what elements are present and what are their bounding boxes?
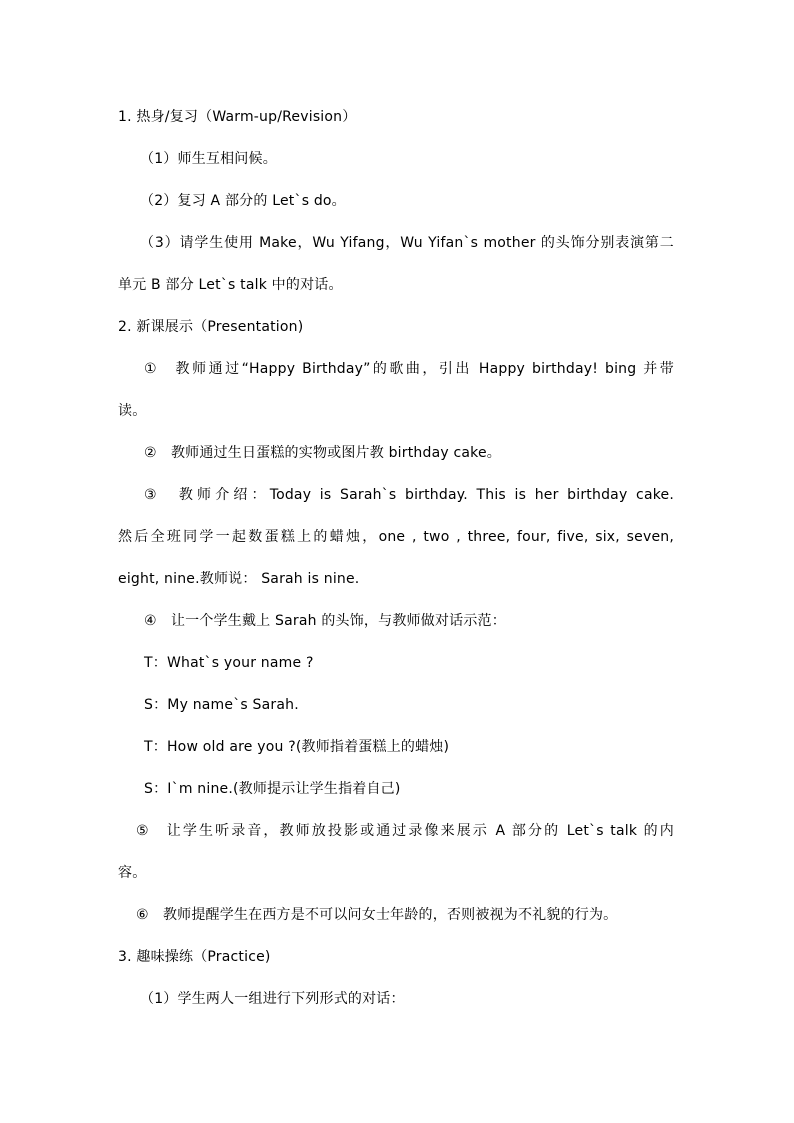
section-heading-practice: 3. 趣味操练（Practice) [118, 949, 271, 965]
paragraph-line: eight, nine.教师说： Sarah is nine. [118, 571, 360, 587]
dialogue-line: T：What`s your name ? [144, 655, 314, 671]
paragraph-line: ⑤ 让学生听录音，教师放投影或通过录像来展示 A 部分的 Let`s talk 的内 [136, 823, 674, 839]
paragraph-line: （3）请学生使用 Make，Wu Yifang，Wu Yifan`s mother 的头饰分别表演第二 [140, 235, 674, 251]
paragraph-line: （1）学生两人一组进行下列形式的对话： [140, 991, 405, 1007]
paragraph-line: （1）师生互相问候。 [140, 151, 277, 167]
dialogue-line: S：I`m nine.(教师提示让学生指着自己) [144, 781, 401, 797]
paragraph-line: 读。 [118, 403, 147, 419]
paragraph-line: ② 教师通过生日蛋糕的实物或图片教 birthday cake。 [144, 445, 501, 461]
paragraph-line: 容。 [118, 865, 147, 881]
section-heading-presentation: 2. 新课展示（Presentation) [118, 319, 304, 335]
paragraph-line: 然后全班同学一起数蛋糕上的蜡烛，one , two , three, four, five, six, seven, [118, 529, 674, 545]
paragraph-line: ③ 教师介绍：Today is Sarah`s birthday. This is her birthday cake. [144, 487, 674, 503]
paragraph-line: ④ 让一个学生戴上 Sarah 的头饰，与教师做对话示范： [144, 613, 506, 629]
dialogue-line: T：How old are you ?(教师指着蛋糕上的蜡烛) [144, 739, 450, 755]
dialogue-line: S：My name`s Sarah. [144, 697, 299, 713]
paragraph-line: ① 教师通过“Happy Birthday”的歌曲，引出 Happy birthday! bing 并带 [144, 361, 674, 377]
section-heading-warmup: 1. 热身/复习（Warm-up/Revision） [118, 109, 357, 125]
paragraph-line: ⑥ 教师提醒学生在西方是不可以问女士年龄的，否则被视为不礼貌的行为。 [136, 907, 618, 923]
paragraph-line: 单元 B 部分 Let`s talk 中的对话。 [118, 277, 343, 293]
paragraph-line: （2）复习 A 部分的 Let`s do。 [140, 193, 346, 209]
